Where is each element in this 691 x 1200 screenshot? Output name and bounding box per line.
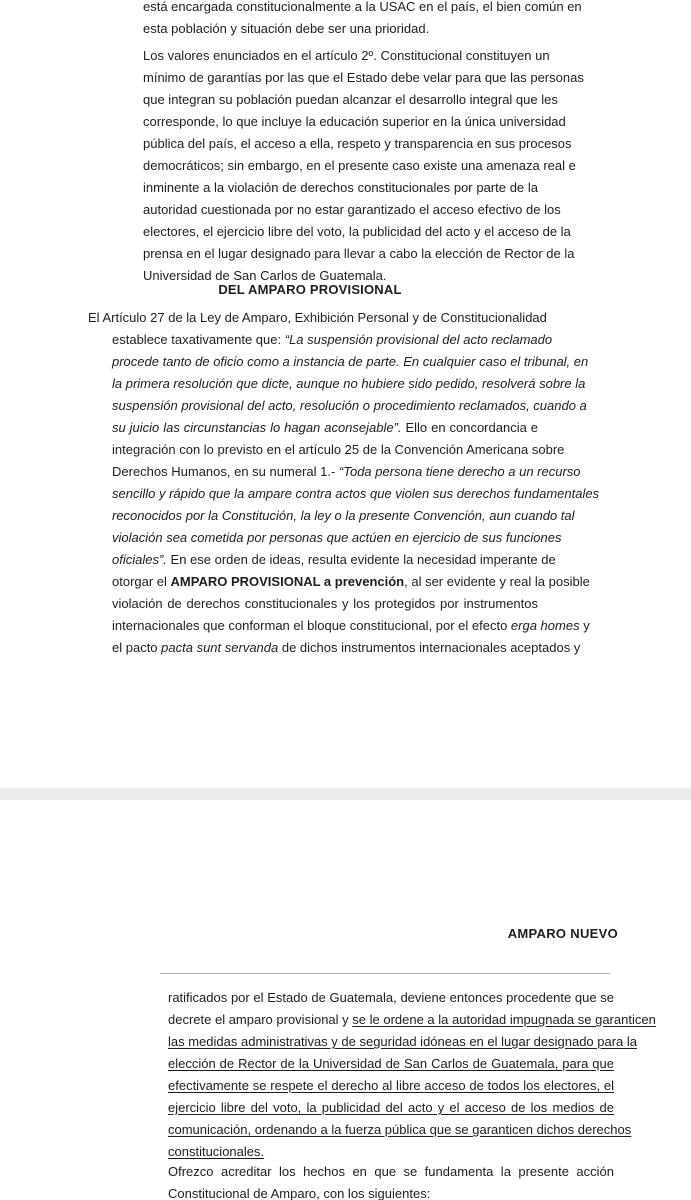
offer-paragraph [168, 1161, 614, 1200]
text-line: que integran su población puedan alcanzar el desarrollo integral que les [143, 92, 558, 107]
document-page-2 [0, 800, 691, 1200]
text-line: mínimo de garantías por las que el Estado debe velar para que las personas [143, 70, 584, 85]
text-line: las medidas administrativas y de seguridad idóneas en el lugar designado para la [168, 1034, 638, 1049]
page-header: AMPARO NUEVO [507, 926, 618, 941]
text-line: ejercicio libre del voto, la publicidad del acto y el acceso de los medios de [168, 1100, 614, 1115]
text-line: internacionales que conforman el bloque constitucional, por el efecto erga homes y [112, 618, 590, 633]
text-line: decrete el amparo provisional y se le ordene a la autoridad impugnada se garanticen [168, 1012, 656, 1027]
text-line: esta población y situación debe ser una prioridad. [143, 21, 430, 36]
text-line: prensa en el lugar designado para llevar a cabo la elección de Rector de la [143, 246, 575, 261]
section-heading: DEL AMPARO PROVISIONAL [218, 282, 402, 297]
text-line: autoridad cuestionada por no estar garantizado el acceso efectivo de los [143, 202, 561, 217]
text-line: integración con lo previsto en el artículo 25 de la Convención Americana sobre [112, 442, 565, 457]
text-line: está encargada constitucionalmente a la USAC en el país, el bien común en [143, 0, 582, 14]
text-line: oficiales”. En ese orden de ideas, resulta evidente la necesidad imperante de [112, 552, 556, 567]
text-line: ratificados por el Estado de Guatemala, deviene entonces procedente que se [168, 990, 614, 1005]
valores-paragraph [143, 45, 584, 287]
page-separator [0, 788, 691, 800]
text-line: El Artículo 27 de la Ley de Amparo, Exhibición Personal y de Constitucionalidad [88, 310, 547, 325]
text-line: su juicio las circunstancias lo hagan aconsejable”. Ello en concordancia e [112, 420, 538, 435]
text-line: establece taxativamente que: “La suspensión provisional del acto reclamado [112, 332, 553, 347]
text-line: suspensión provisional del acto, resolución o procedimiento reclamados, cuando a [112, 398, 587, 413]
text-line: electores, el ejercicio libre del voto, la publicidad del acto y el acceso de la [143, 224, 571, 239]
text-line: Los valores enunciados en el artículo 2º. Constitucional constituyen un [143, 48, 550, 63]
divider [160, 973, 610, 974]
text-line: procede tanto de oficio como a instancia de parte. En cualquier caso el tribunal, en [112, 354, 589, 369]
text-line: la primera resolución que dicte, aunque no hubiere sido pedido, resolverá sobre la [112, 376, 586, 391]
amparo-paragraph [88, 307, 600, 659]
text-line: Universidad de San Carlos de Guatemala. [143, 268, 387, 283]
text-line: sencillo y rápido que la ampare contra actos que violen sus derechos fundamentales [112, 486, 600, 501]
text-line: violación sea cometida por personas que actúen en ejercicio de sus funciones [112, 530, 562, 545]
text-line: reconocidos por la Constitución, la ley o la presente Convención, aun cuando tal [112, 508, 575, 523]
text-line: violación de derechos constitucionales y los protegidos por instrumentos [112, 596, 538, 611]
text-line: democráticos; sin embargo, en el presente caso existe una amenaza real e [143, 158, 576, 173]
text-line: Derechos Humanos, en su numeral 1.- “Toda persona tiene derecho a un recurso [112, 464, 581, 479]
text-line: corresponde, lo que incluye la educación superior en la única universidad [143, 114, 566, 129]
text-line: Ofrezco acreditar los hechos en que se fundamenta la presente acción [168, 1164, 614, 1179]
text-line: otorgar el AMPARO PROVISIONAL a prevención, al ser evidente y real la posible [112, 574, 590, 589]
text-line: elección de Rector de la Universidad de San Carlos de Guatemala, para que [168, 1056, 614, 1071]
conclusion-paragraph [168, 987, 656, 1163]
intro-paragraph [143, 0, 582, 40]
text-line: efectivamente se respete el derecho al libre acceso de todos los electores, el [168, 1078, 614, 1093]
text-line: Constitucional de Amparo, con los siguientes: [168, 1186, 431, 1200]
text-line: comunicación, ordenando a la fuerza pública que se garanticen dichos derechos [168, 1122, 632, 1137]
text-line: pública del país, el acceso a ella, respeto y transparencia en sus procesos [143, 136, 572, 151]
text-line: el pacto pacta sunt servanda de dichos instrumentos internacionales aceptados y [112, 640, 581, 655]
text-line: inminente a la violación de derechos constitucionales por parte de la [143, 180, 538, 195]
text-line: constitucionales. [168, 1144, 265, 1159]
